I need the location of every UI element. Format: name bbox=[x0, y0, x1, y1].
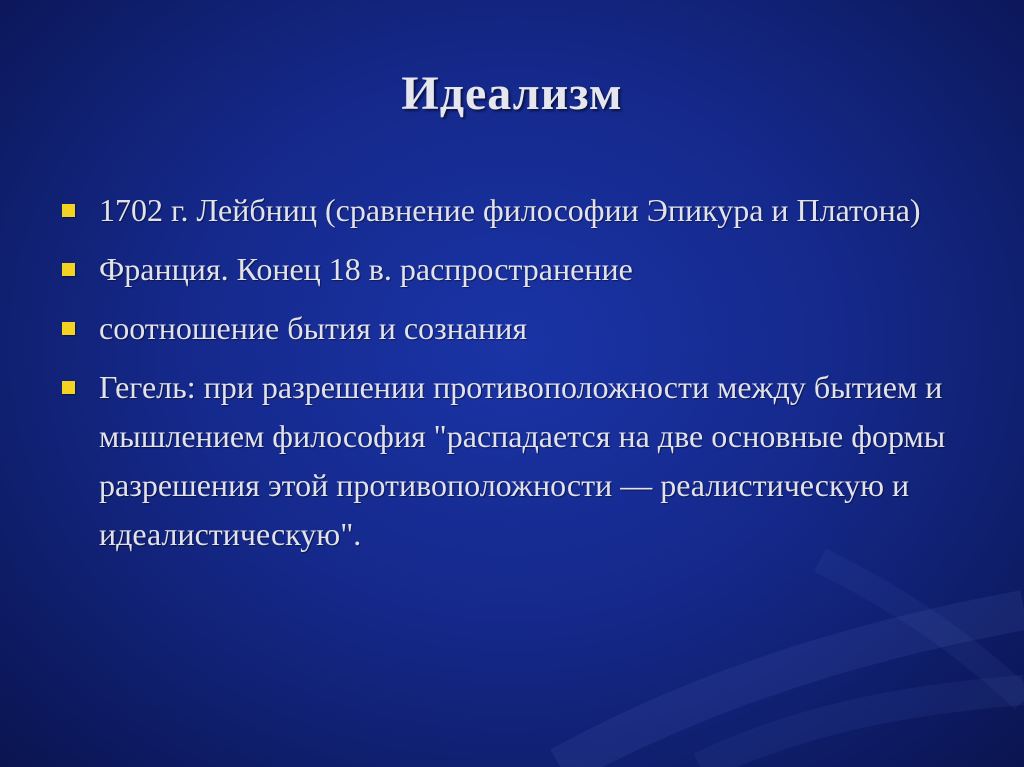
slide-title: Идеализм bbox=[401, 67, 623, 120]
bullet-list bbox=[62, 186, 962, 569]
bullet-text: Гегель: при разрешении противоположности между бытием и мышлением философия "распадается на две основные формы разрешения этой противоположности — реалистическую и идеалистическую". bbox=[99, 369, 946, 552]
square-bullet-icon bbox=[62, 263, 75, 276]
bullet-item bbox=[62, 304, 962, 353]
bullet-item bbox=[62, 363, 962, 559]
bullet-text: соотношение бытия и сознания bbox=[99, 310, 528, 346]
bullet-item bbox=[62, 245, 962, 294]
square-bullet-icon bbox=[62, 381, 75, 394]
square-bullet-icon bbox=[62, 322, 75, 335]
bullet-text: Франция. Конец 18 в. распространение bbox=[99, 251, 633, 287]
bullet-item bbox=[62, 186, 962, 235]
bullet-text: 1702 г. Лейбниц (сравнение философии Эпикура и Платона) bbox=[99, 192, 921, 228]
square-bullet-icon bbox=[62, 204, 75, 217]
